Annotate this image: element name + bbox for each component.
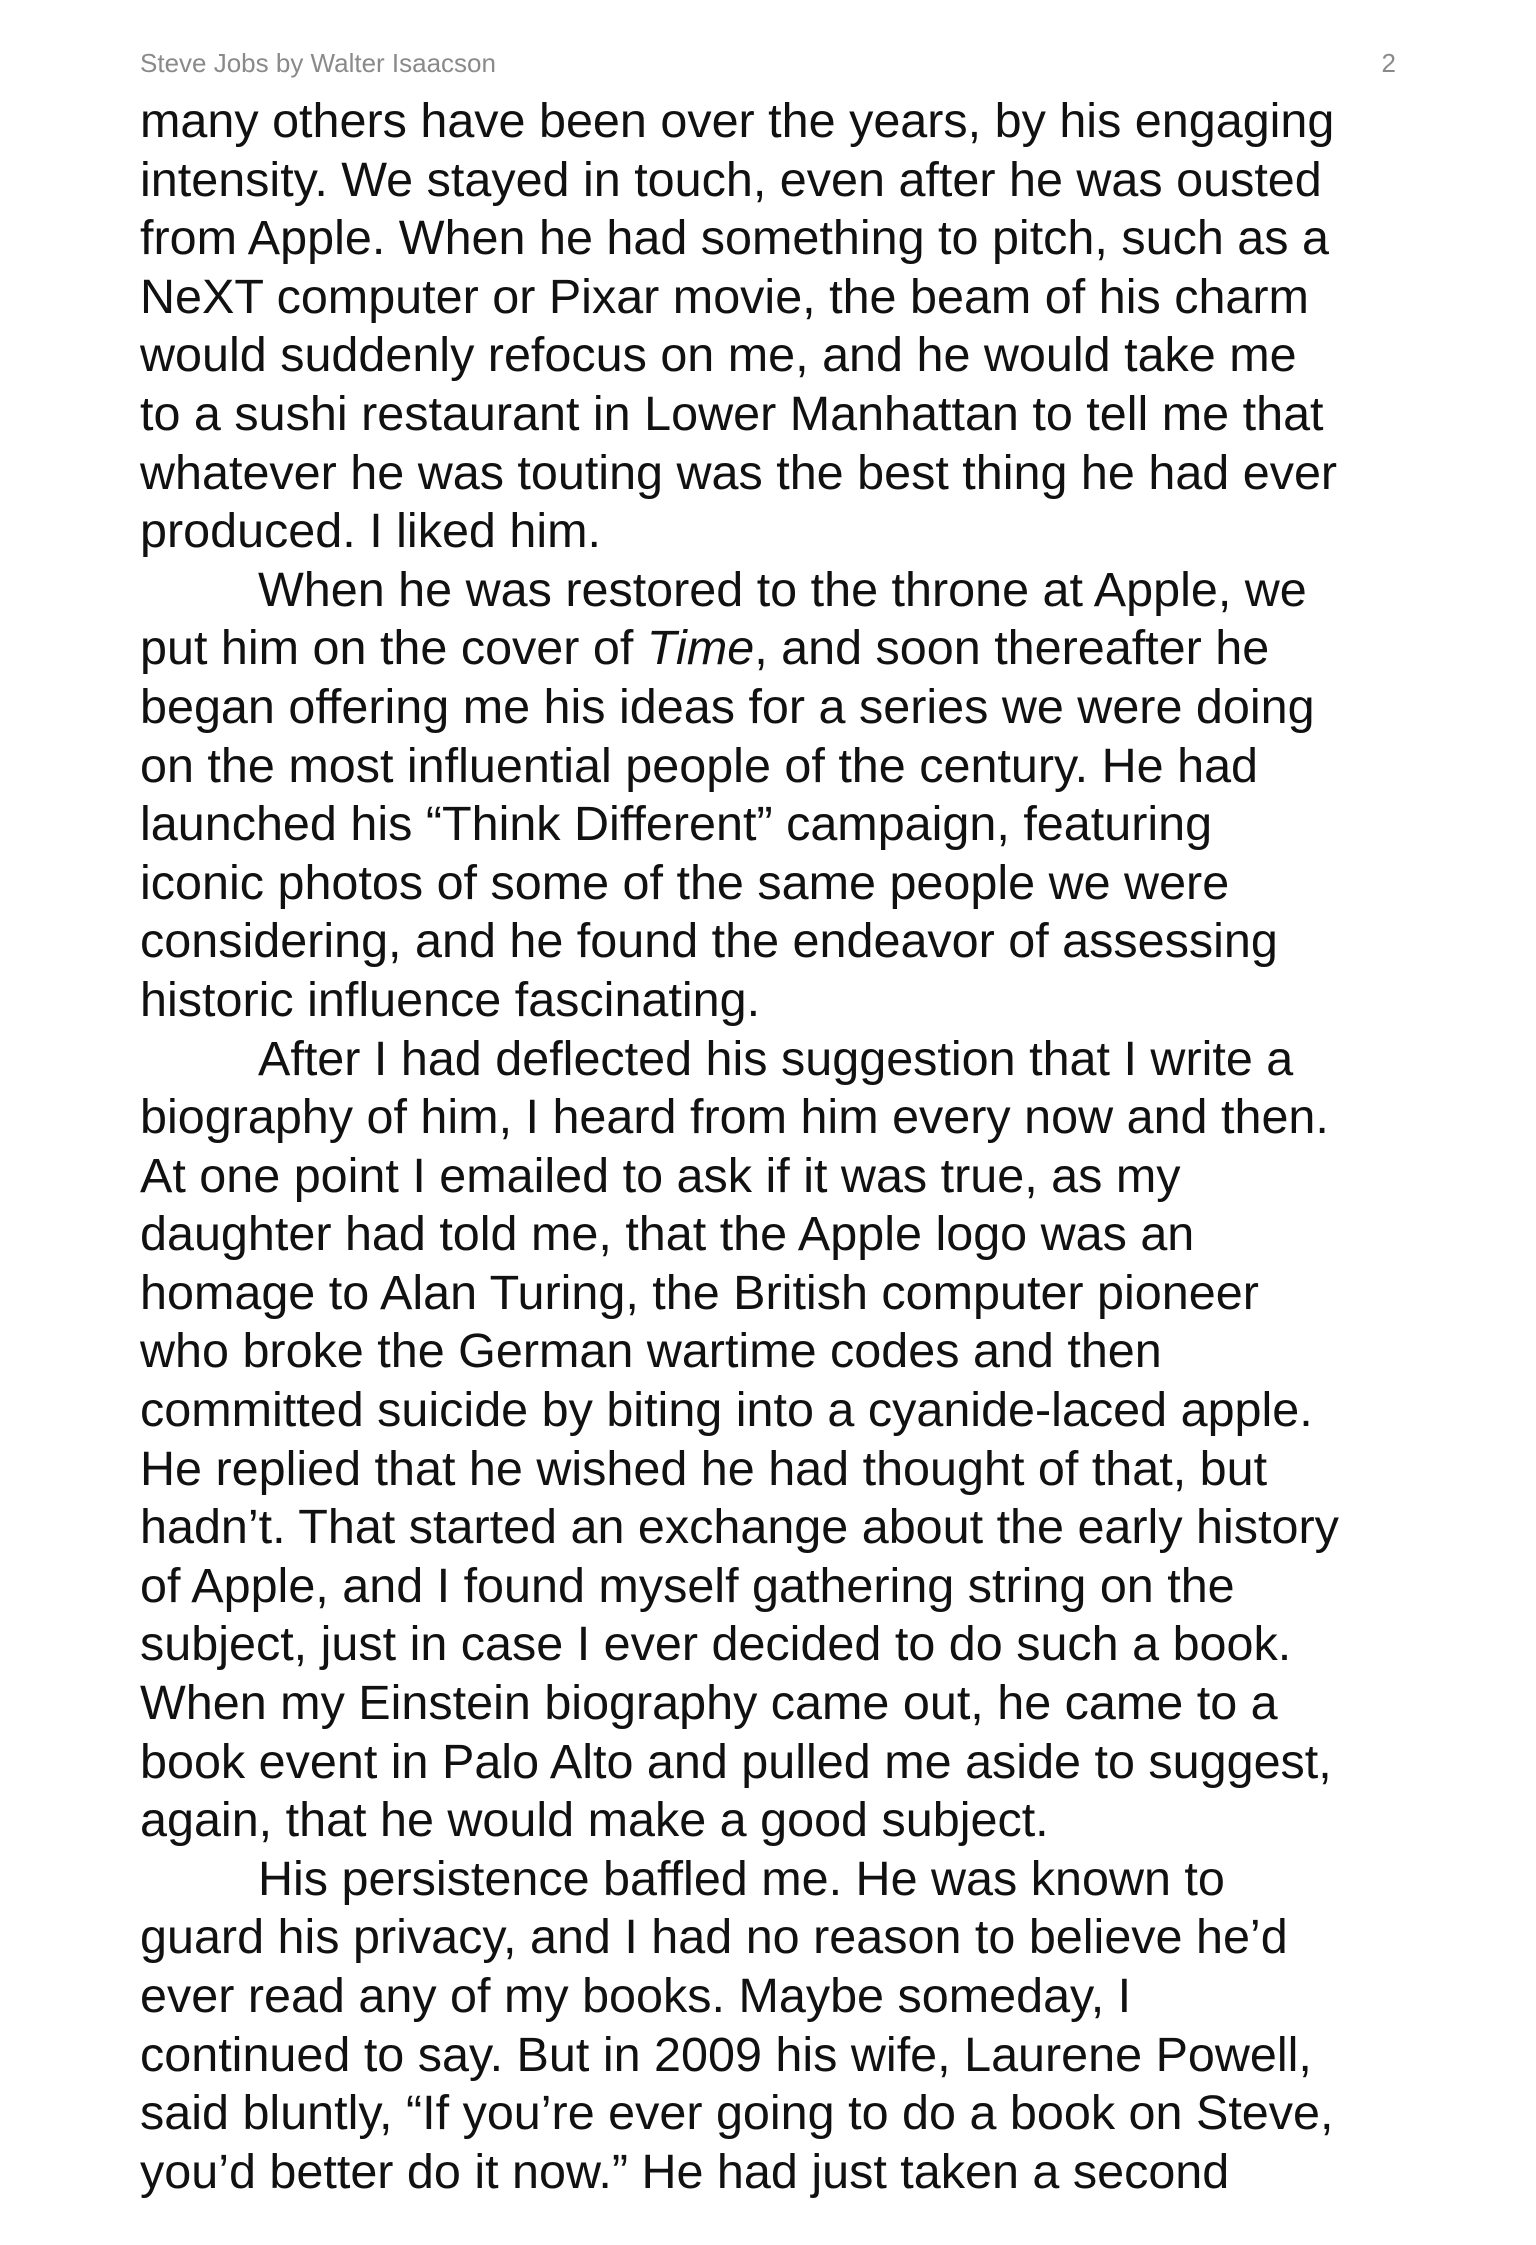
text-line: launched his “Think Different” campaign, featuring xyxy=(140,797,1213,852)
text-line: subject, just in case I ever decided to do such a book. xyxy=(140,1617,1292,1672)
paragraph-first-line: His persistence baffled me. He was known to xyxy=(258,1851,1225,1906)
text-line: iconic photos of some of the same people we were xyxy=(140,855,1230,910)
text-segment: , and soon thereafter he xyxy=(754,621,1270,676)
text-line: many others have been over the years, by his engaging xyxy=(140,94,1335,148)
text-line: would suddenly refocus on me, and he would take me xyxy=(140,328,1297,383)
text-line: ever read any of my books. Maybe someday, I xyxy=(140,1969,1132,2023)
text-line: began offering me his ideas for a series we were doing xyxy=(140,679,1315,734)
text-line: historic influence fascinating. xyxy=(140,972,761,1027)
paragraph-first-line: When he was restored to the throne at Apple, we xyxy=(258,562,1307,617)
text-line: said bluntly, “If you’re ever going to do a book on Steve, xyxy=(140,2086,1334,2141)
running-header xyxy=(140,48,1396,82)
text-line: committed suicide by biting into a cyanide-laced apple. xyxy=(140,1383,1313,1438)
text-line: to a sushi restaurant in Lower Manhattan to tell me that xyxy=(140,386,1324,441)
text-line: biography of him, I heard from him every now and then. xyxy=(140,1090,1329,1145)
text-line: book event in Palo Alto and pulled me aside to suggest, xyxy=(140,1734,1332,1789)
text-line: whatever he was touting was the best thing he had ever xyxy=(140,445,1338,500)
text-line: produced. I liked him. xyxy=(140,504,601,559)
text-line: from Apple. When he had something to pitch, such as a xyxy=(140,211,1329,266)
paragraph-first-line: After I had deflected his suggestion that I write a xyxy=(258,1031,1294,1086)
text-line: of Apple, and I found myself gathering string on the xyxy=(140,1558,1235,1613)
text-line: He replied that he wished he had thought of that, but xyxy=(140,1441,1268,1496)
text-line: When my Einstein biography came out, he came to a xyxy=(140,1676,1278,1731)
book-title-author: Steve Jobs by Walter Isaacson xyxy=(140,48,496,78)
text-line: NeXT computer or Pixar movie, the beam of his charm xyxy=(140,269,1309,324)
text-line: hadn’t. That started an exchange about the early history xyxy=(140,1500,1339,1555)
text-line: guard his privacy, and I had no reason to believe he’d xyxy=(140,1910,1288,1965)
text-line xyxy=(140,619,1410,678)
text-line: again, that he would make a good subject. xyxy=(140,1793,1049,1848)
text-line: you’d better do it now.” He had just taken a second xyxy=(140,2144,1230,2199)
text-line: At one point I emailed to ask if it was true, as my xyxy=(140,1148,1181,1203)
text-line: homage to Alan Turing, the British computer pioneer xyxy=(140,1265,1259,1320)
text-line: who broke the German wartime codes and then xyxy=(140,1324,1162,1379)
body-text xyxy=(140,92,1410,2201)
text-segment: put him on the cover of xyxy=(140,621,647,676)
text-line: on the most influential people of the century. He had xyxy=(140,738,1259,793)
italic-title: Time xyxy=(646,621,755,676)
page-number: 2 xyxy=(1381,48,1396,78)
text-line: continued to say. But in 2009 his wife, Laurene Powell, xyxy=(140,2027,1312,2082)
text-line: daughter had told me, that the Apple logo was an xyxy=(140,1207,1195,1262)
text-line: intensity. We stayed in touch, even after he was ousted xyxy=(140,152,1322,207)
text-line: considering, and he found the endeavor of assessing xyxy=(140,914,1278,969)
